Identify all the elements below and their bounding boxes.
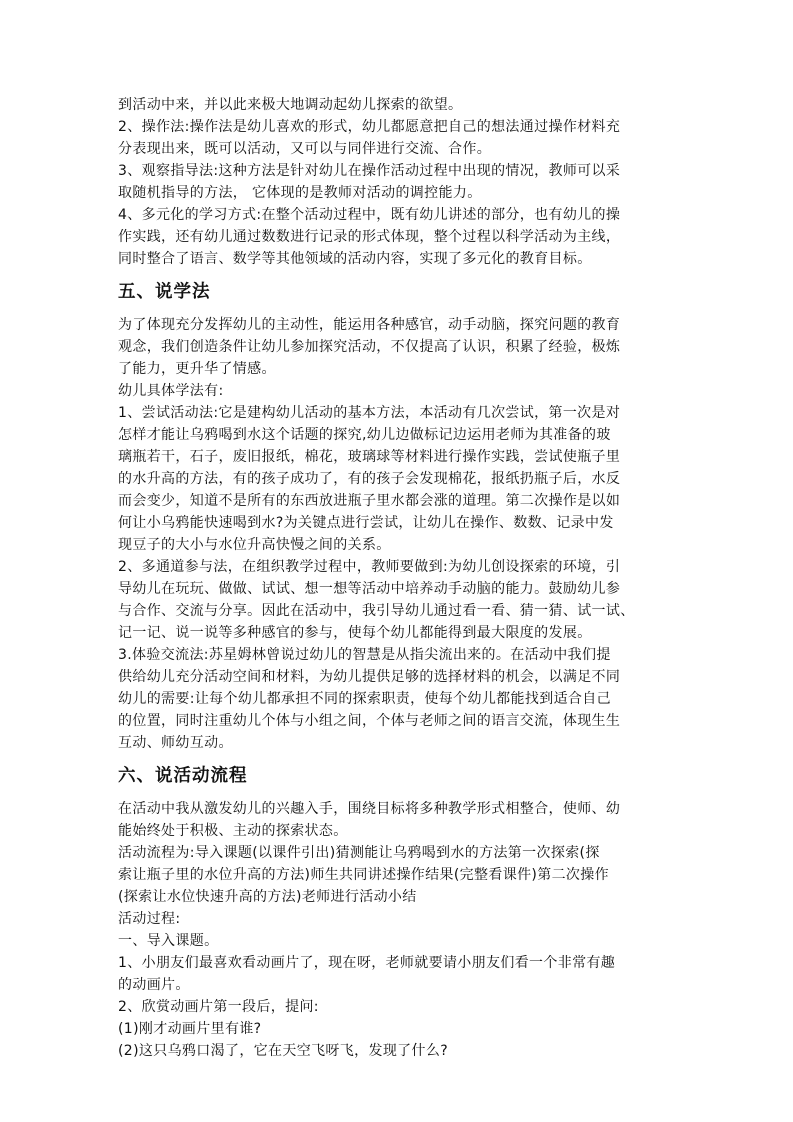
paragraph-line: 3.体验交流法:苏星姆林曾说过幼儿的智慧是从指尖流出来的。在活动中我们提	[118, 647, 611, 663]
paragraph-line: 索让瓶子里的水位升高的方法)师生共同讲述操作结果(完整看课件)第二次操作	[118, 867, 609, 883]
paragraph-line: 观念，我们创造条件让幼儿参加探究活动，不仅提高了认识，积累了经验，极炼	[118, 339, 621, 355]
paragraph-line: 取随机指导的方法， 它体现的是教师对活动的调控能力。	[118, 185, 482, 201]
section-heading: 六、说活动流程	[118, 766, 248, 786]
paragraph-line: 的动画片。	[118, 977, 190, 993]
paragraph-line: 而会变少，知道不是所有的东西放进瓶子里水都会涨的道理。第二次操作是以如	[118, 493, 621, 509]
paragraph-line: (2)这只乌鸦口渴了，它在天空飞呀飞，发现了什么?	[118, 1043, 449, 1059]
paragraph-line: 幼儿的需要:让每个幼儿都承担不同的探索职责，使每个幼儿都能找到适合自己	[118, 691, 611, 707]
paragraph-line: 2、操作法:操作法是幼儿喜欢的形式，幼儿都愿意把自己的想法通过操作材料充	[118, 119, 621, 135]
paragraph-line: 现豆子的大小与水位升高快慢之间的关系。	[118, 537, 391, 553]
paragraph-line: 与合作、交流与分享。因此在活动中，我引导幼儿通过看一看、猜一猜、试一试、	[118, 603, 635, 619]
paragraph-line: 幼儿具体学法有:	[118, 383, 224, 399]
paragraph-line: 到活动中来，并以此来极大地调动起幼儿探索的欲望。	[118, 97, 463, 113]
paragraph-line: 活动流程为:导入课题(以课件引出)猜测能让乌鸦喝到水的方法第一次探索(探	[118, 845, 600, 861]
paragraph-line: (1)刚才动画片里有谁?	[118, 1021, 262, 1037]
paragraph-line: 同时整合了语言、数学等其他领域的活动内容，实现了多元化的教育目标。	[118, 251, 592, 267]
paragraph-line: 导幼儿在玩玩、做做、试试、想一想等活动中培养动手动脑的能力。鼓励幼儿参	[118, 581, 621, 597]
paragraph-line: 互动、师幼互动。	[118, 735, 233, 751]
paragraph-line: 在活动中我从激发幼儿的兴趣入手，围绕目标将多种教学形式相整合，使师、幼	[118, 801, 621, 817]
section-heading: 五、说学法	[118, 282, 211, 302]
paragraph-line: (探索让水位快速升高的方法)老师进行活动小结	[118, 889, 417, 905]
paragraph-line: 4、多元化的学习方式:在整个活动过程中，既有幼儿讲述的部分，也有幼儿的操	[118, 207, 621, 223]
paragraph-line: 3、观察指导法:这种方法是针对幼儿在操作活动过程中出现的情况，教师可以采	[118, 163, 621, 179]
paragraph-line: 2、欣赏动画片第一段后，提问:	[118, 999, 319, 1015]
paragraph-line: 1、小朋友们最喜欢看动画片了，现在呀，老师就要请小朋友们看一个非常有趣	[118, 955, 616, 971]
paragraph-line: 何让小乌鸦能快速喝到水?为关键点进行尝试，让幼儿在操作、数数、记录中发	[118, 515, 614, 531]
paragraph-line: 的位置，同时注重幼儿个体与小组之间，个体与老师之间的语言交流，体现生生	[118, 713, 621, 729]
paragraph-line: 一、导入课题。	[118, 933, 219, 949]
paragraph-line: 作实践，还有幼儿通过数数进行记录的形式体现，整个过程以科学活动为主线，	[118, 229, 621, 245]
paragraph-line: 2、多通道参与法，在组织教学过程中，教师要做到:为幼儿创设探索的环境，引	[118, 559, 621, 575]
paragraph-line: 分表现出来，既可以活动，又可以与同伴进行交流、合作。	[118, 141, 492, 157]
paragraph-line: 能始终处于积极、主动的探索状态。	[118, 823, 348, 839]
paragraph-line: 活动过程:	[118, 911, 181, 927]
paragraph-line: 了能力，更升华了情感。	[118, 361, 276, 377]
paragraph-line: 怎样才能让乌鸦喝到水这个话题的探究,幼儿边做标记边运用老师为其准备的玻	[118, 427, 611, 443]
paragraph-line: 1、尝试活动法:它是建构幼儿活动的基本方法，本活动有几次尝试，第一次是对	[118, 405, 621, 421]
document-body	[118, 94, 678, 1062]
paragraph-line: 供给幼儿充分活动空间和材料，为幼儿提供足够的选择材料的机会，以满足不同	[118, 669, 621, 685]
paragraph-line: 的水升高的方法，有的孩子成功了，有的孩子会发现棉花，报纸扔瓶子后，水反	[118, 471, 621, 487]
paragraph-line: 记一记、说一说等多种感官的参与，使每个幼儿都能得到最大限度的发展。	[118, 625, 592, 641]
paragraph-line: 为了体现充分发挥幼儿的主动性，能运用各种感官，动手动脑，探究问题的教育	[118, 317, 621, 333]
paragraph-line: 璃瓶若干，石子，废旧报纸，棉花，玻璃球等材料进行操作实践，尝试使瓶子里	[118, 449, 621, 465]
